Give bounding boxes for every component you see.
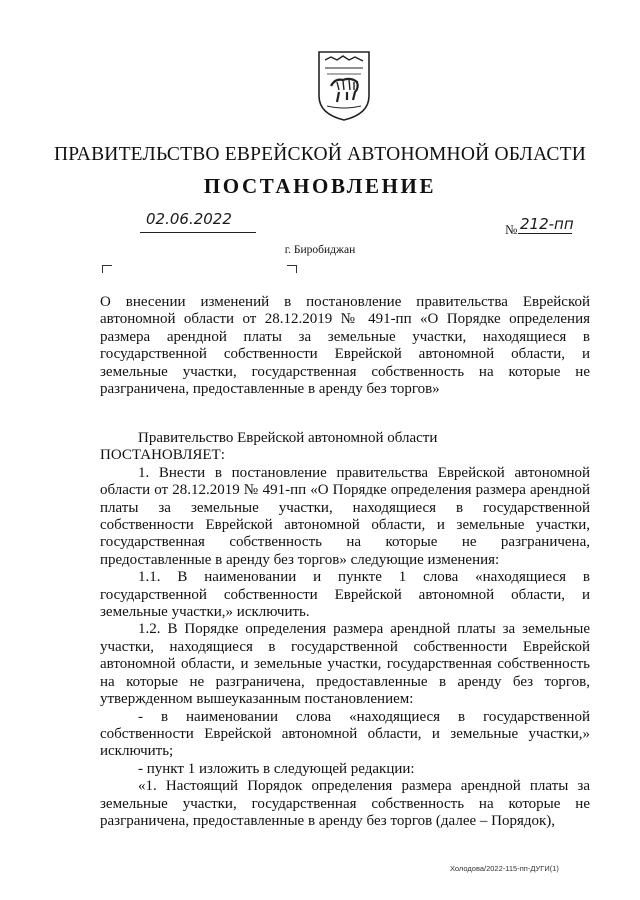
footer-code: Холодова/2022-115-пп-ДУГИ(1) xyxy=(450,864,559,873)
city-label: г. Биробиджан xyxy=(284,244,356,256)
bullet-2: - пункт 1 изложить в следующей редакции: xyxy=(138,760,415,777)
coat-of-arms-icon xyxy=(317,50,371,122)
document-subject: О внесении изменений в постановление правительства Еврейской автономной области от 28.12.2019 № 491-пп «О Порядке определения размера арендной платы за земельные участки, находящиеся в государственной собственности Еврейской автономной области, и земельные участки, государственная собственность на которые не разграничена, предоставленные в аренду без торгов» xyxy=(100,294,590,398)
subject-bracket-right xyxy=(287,265,297,273)
resolves-heading: ПОСТАНОВЛЯЕТ: xyxy=(100,447,225,464)
document-date: 02.06.2022 xyxy=(146,210,232,228)
document-body xyxy=(100,430,590,830)
paragraph-1: 1. Внести в постановление правительства Еврейской автономной области от 28.12.2019 № 491-пп «О Порядке определения размера арендной платы за земельные участки, находящиеся в государственной собственности Еврейской автономной области, и земельные участки, государственная собственность на которые не разграничена, предоставленные в аренду без торгов» следующие изменения: xyxy=(100,464,590,568)
quoted-paragraph: «1. Настоящий Порядок определения размера арендной платы за земельные участки, государственная собственность на которые не разграничена, предоставленные в аренду без торгов (далее – Порядок), xyxy=(100,778,590,829)
number-underline xyxy=(518,233,572,234)
government-title: ПРАВИТЕЛЬСТВО ЕВРЕЙСКОЙ АВТОНОМНОЙ ОБЛАСТИ xyxy=(53,144,587,165)
bullet-1: - в наименовании слова «находящиеся в государственной собственности Еврейской автономной области, и земельные участки,» исключить; xyxy=(100,708,590,760)
document-type: ПОСТАНОВЛЕНИЕ xyxy=(203,174,437,198)
number-sign: № xyxy=(505,222,518,237)
date-underline xyxy=(140,232,256,233)
paragraph-1-1: 1.1. В наименовании и пункте 1 слова «находящиеся в государственной собственности Еврейской автономной области, и земельные участки,» исключить. xyxy=(100,569,590,621)
document-number: 212-пп xyxy=(520,215,574,233)
paragraph-1-2: 1.2. В Порядке определения размера арендной платы за земельные участки, находящиеся в государственной собственности Еврейской автономной области, и земельные участки, государственная собственность на которые не разграничена, предоставленные в аренду без торгов, утвержденном вышеуказанным постановлением: xyxy=(100,621,590,708)
intro-paragraph: Правительство Еврейской автономной области xyxy=(138,430,438,446)
subject-bracket-left xyxy=(102,265,112,273)
